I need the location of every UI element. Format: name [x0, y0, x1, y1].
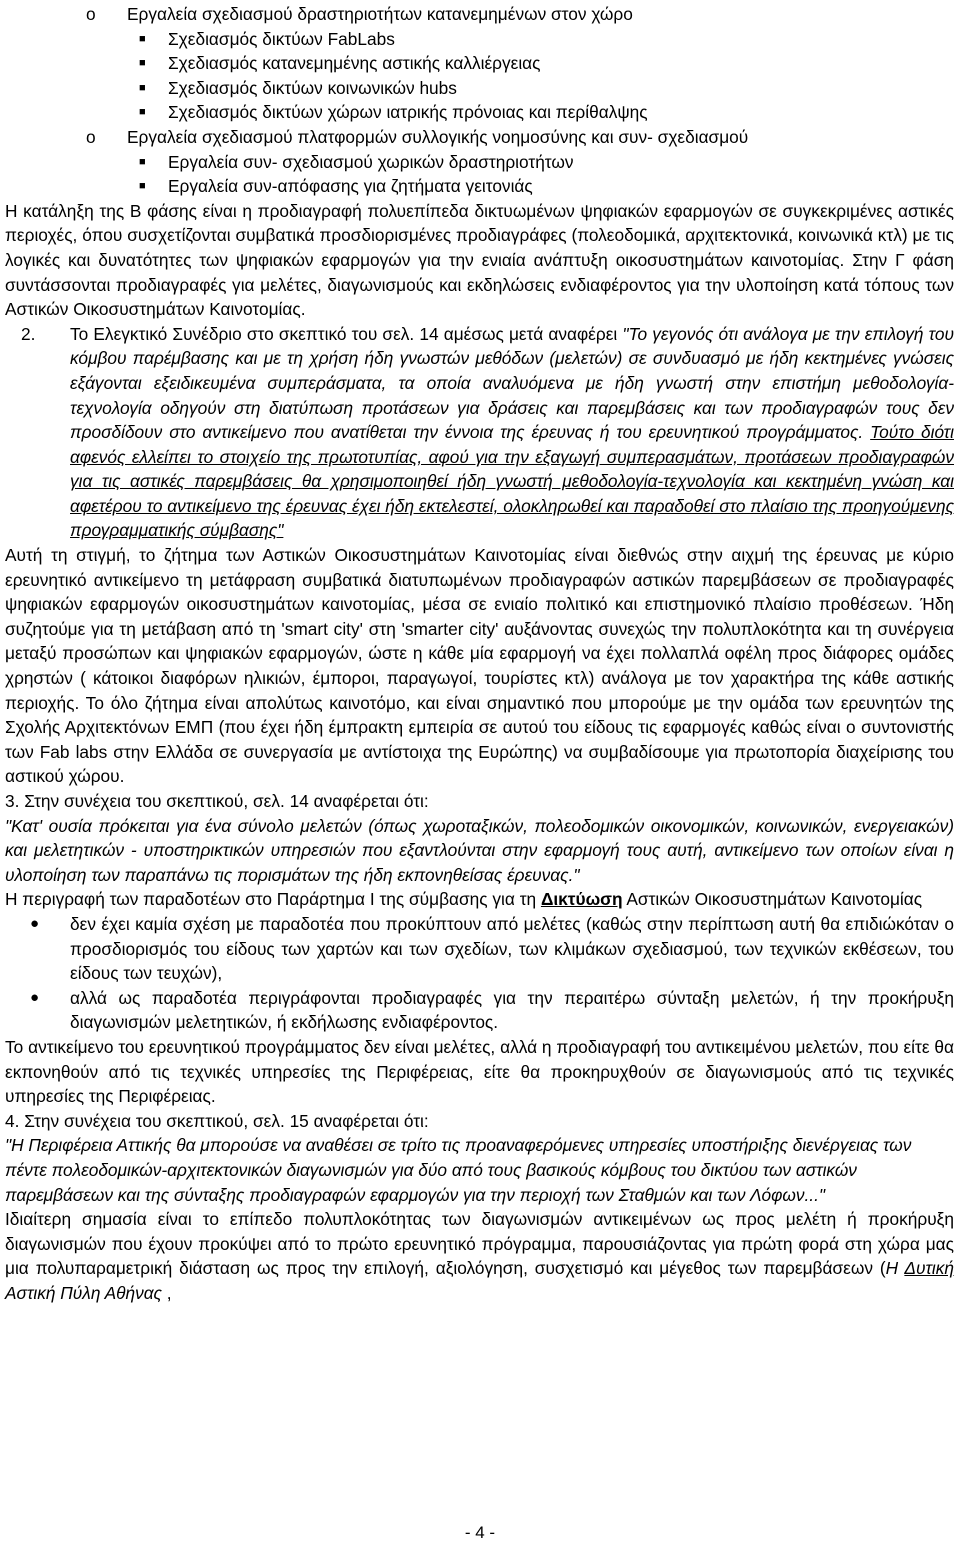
paragraph-description: Η περιγραφή των παραδοτέων στο Παράρτημα Ι της σύμβασης για τη Δικτύωση Αστικών Οικοσυστημάτων Καινοτομίας — [5, 889, 923, 910]
circle-bullet-icon: o — [86, 126, 96, 147]
list-item-level2: ■ Εργαλεία συν- σχεδιασμού χωρικών δραστηριοτήτων — [5, 150, 954, 175]
emphasis-underlined: Δυτική — [904, 1258, 955, 1279]
dot-bullet-icon: ● — [30, 914, 40, 932]
paragraph-object: Το αντικείμενο του ερευνητικού προγράμματος δεν είναι μελέτες, αλλά η προδιαγραφή του αντικειμένου μελετών, που είτε θα εκπονηθούν από τις τεχνικές υπηρεσίες της Περιφέρειας, είτε θα προκηρυχθούν σε διαγωνισμούς από τις τεχνικές υπηρεσίες της Περιφέρειας. — [5, 1036, 954, 1107]
quote-underlined: Τούτο διότι αφενός ελλείπει το στοιχείο της πρωτοτυπίας, αφού για την εξαγωγή συμπερασμάτων, προτάσεων προδιαγραφών για τις αστικές παρεμβάσεις θα χρησιμοποιηθεί ήδη γνωστή μεθοδολογία-τεχνολογία και κεκτημένη γνώση και αφετέρου το αντικείμενο της έρευνας έχει ήδη εκτελεστεί, ολοκληρωθεί και παραδοθεί στο πλαίσιο της προηγούμενης προγραμματικής σύμβασης" — [70, 422, 954, 541]
numbered-item-2: 2. Το Ελεγκτικό Συνέδριο στο σκεπτικό του σελ. 14 αμέσως μετά αναφέρει "Το γεγονός ότι ανάλογα με την επιλογή του κόμβου παρέμβασης και με τη χρήση ήδη γνωστών μεθόδων (μελετών) σε συνδυασμό με ήδη κεκτημένες γνώσεις εξάγονται εξειδικευμένα συμπεράσματα, τα οποία αναλυόμενα με ήδη γνωστή στην επιστήμη μεθοδολογία-τεχνολογία οδηγούν στη διατύπωση προτάσεων για δράσεις και παρεμβάσεις και των προδιαγραφών τους δεν προσδίδουν στο αντικείμενο που ανατίθεται την έννοια της έρευνας ή του ερευνητικού προγράμματος. Τούτο διότι αφενός ελλείπει το στοιχείο της πρωτοτυπίας, αφού για την εξαγωγή συμπερασμάτων, προτάσεων προδιαγραφών για τις αστικές παρεμβάσεις θα χρησιμοποιηθεί ήδη γνωστή μεθοδολογία-τεχνολογία και κεκτημένη γνώση και αφετέρου το αντικείμενο της έρευνας έχει ήδη εκτελεστεί, ολοκληρωθεί και παραδοθεί στο πλαίσιο της προηγούμενης προγραμματικής σύμβασης" — [21, 323, 954, 541]
emphasis-underlined: Δικτύωση — [540, 889, 623, 910]
paragraph-now: Αυτή τη στιγμή, το ζήτημα των Αστικών Οικοσυστημάτων Καινοτομίας είναι διεθνώς στην αιχμή της έρευνας με κύριο ερευνητικό αντικείμενο τη μετάφραση συμβατικά διατυπωμένων προδιαγραφών αστικών παρεμβάσεων σε προδιαγραφές ψηφιακών εφαρμογών οικοσυστημάτων καινοτομίας, μέσα σε ενιαίο πολιτικό και επιστημονικό πλαίσιο προθέσεων. Ήδη συζητούμε για τη μετάβαση από τη 'smart city' στη 'smarter city' αυξάνοντας συνεχώς την πολυπλοκότητα και τη συνέργεια μεταξύ προσώπων και ψηφιακών εφαρμογών, ώστε η κάθε μία εφαρμογή να έχει πολλαπλά οφέλη προς διάφορες ομάδες χρηστών ( κάτοικοι διαφόρων ηλικιών, έμποροι, παραγωγοί, τουρίστες κτλ) ανάλογα με τον χαρακτήρα της κάθε αστικής περιοχής. Το όλο ζήτημα είναι απολύτως καινοτόμο, και είναι σημαντικό που μπορούμε με την ομάδα των ερευνητών της Σχολής Αρχιτεκτόνων ΕΜΠ (που έχει ήδη έμπρακτη εμπειρία σε αυτού του είδους τις εφαρμογές καθώς είναι ο συντονιστής των Fab labs στην Ελλάδα σε συνεργασία με αντίστοιχα της Ευρώπης) να συμβαδίσουμε για πρωτοπορία διαχείρισης του αστικού χώρου. — [5, 545, 954, 787]
page-number: - 4 - — [464, 1523, 496, 1542]
circle-bullet-icon: o — [86, 4, 96, 24]
square-bullet-icon: ■ — [139, 155, 146, 168]
item3-heading: 3. Στην συνέχεια του σκεπτικού, σελ. 14 αναφέρεται ότι: — [5, 791, 429, 811]
list-item-level1: o Εργαλεία σχεδιασμού δραστηριοτήτων κατανεμημένων στον χώρο — [5, 2, 954, 27]
item4-quote: "Η Περιφέρεια Αττικής θα μπορούσε να αναθέσει σε τρίτο τις προαναφερόμενες υπηρεσίες υποστήριξης διενέργειας των πέντε πολεοδομικών-αρχιτεκτονικών διαγωνισμών για δύο από τους βασικούς κόμβους του δικτύου των αστικών παρεμβάσεων και της σύνταξης προδιαγραφών εφαρμογών για την περιοχή των Σταθμών και των Λόφων..." — [5, 1135, 912, 1205]
item3-quote: "Κατ' ουσία πρόκειται για ένα σύνολο μελετών (όπως χωροταξικών, πολεοδομικών οικονομικών, κοινωνικών, ενεργειακών) και μελετητικών - υποστηρικτικών υπηρεσιών που εξαντλούνται στην εφαρμογή τους αυτή, αντικείμενο των οποίων είναι η υλοποίηση των παραπάνω τις πορισμάτων της ήδη εκπονηθείσας έρευνας." — [5, 815, 954, 885]
bullet-item: ● αλλά ως παραδοτέα περιγράφονται προδιαγραφές για την περαιτέρω σύνταξη μελετών, ή την προκήρυξη διαγωνισμών μελετητικών, ή εκδήλωσης ενδιαφέροντος. — [30, 987, 954, 1033]
square-bullet-icon: ■ — [139, 32, 146, 45]
square-bullet-icon: ■ — [139, 180, 146, 193]
square-bullet-icon: ■ — [139, 106, 146, 119]
paragraph-phase: Η κατάληξη της Β φάσης είναι η προδιαγραφή πολυεπίπεδα δικτυωμένων ψηφιακών εφαρμογών σε συγκεκριμένες αστικές περιοχές, όπου συσχετίζονται συμβατικά προσδιορισμένες προδιαγράφες (πολεοδομικά, αρχιτεκτονικά, κοινωνικά κτλ) με τις λογικές και δυνατότητες των ψηφιακών εφαρμογών για την ενιαία ανάπτυξη οικοσυστημάτων καινοτομίας. Στην Γ φάση συντάσσονται προδιαγραφές για μελέτες, διαγωνισμούς και εκδηλώσεις ενδιαφέροντος για την υλοποίηση κατά τόπους των Αστικών Οικοσυστημάτων Καινοτομίας. — [5, 200, 954, 320]
item4-heading: 4. Στην συνέχεια του σκεπτικού, σελ. 15 αναφέρεται ότι: — [5, 1110, 429, 1131]
list-item-level2: ■ Σχεδιασμός δικτύων FabLabs — [5, 27, 954, 52]
square-bullet-icon: ■ — [139, 57, 146, 70]
item-number: 2. — [21, 323, 36, 344]
dot-bullet-icon: ● — [30, 988, 40, 1006]
list-item-level2: ■ Σχεδιασμός δικτύων κοινωνικών hubs — [5, 76, 954, 101]
list-item-level2: ■ Σχεδιασμός κατανεμημένης αστικής καλλιέργειας — [5, 51, 954, 76]
list-item-level2: ■ Εργαλεία συν-απόφασης για ζητήματα γειτονιάς — [5, 174, 954, 199]
quote-text: "Το γεγονός ότι ανάλογα με την επιλογή του κόμβου παρέμβασης και με τη χρήση ήδη γνωστών μεθόδων (μελετών) σε συνδυασμό με ήδη κεκτημένες γνώσεις εξάγονται εξειδικευμένα συμπεράσματα, τα οποία αναλυόμενα με ήδη γνωστή στην επιστήμη μεθοδολογία-τεχνολογία οδηγούν στη διατύπωση προτάσεων για δράσεις και παρεμβάσεις και των προδιαγραφών τους δεν προσδίδουν στο αντικείμενο που ανατίθεται την έννοια της έρευνας ή του ερευνητικού προγράμματος. — [70, 323, 954, 443]
bullet-item: ● δεν έχει καμία σχέση με παραδοτέα που προκύπτουν από μελέτες (καθώς στην περίπτωση αυτή θα επιδιώκόταν ο προσδιορισμός του είδους των χαρτών και των σχεδίων, των κλιμάκων σχεδιασμού, των τεχνικών εκθέσεων, του είδους των τευχών), — [30, 913, 954, 984]
square-bullet-icon: ■ — [139, 81, 146, 94]
list-item-level2: ■ Σχεδιασμός δικτύων χώρων ιατρικής πρόνοιας και περίθαλψης — [5, 100, 954, 125]
paragraph-final: Ιδιαίτερη σημασία είναι το επίπεδο πολυπλοκότητας των διαγωνισμών αντικειμένων ως προς μελέτη ή προκήρυξη διαγωνισμών που έχουν προκύψει από το πρώτο ερευνητικό πρόγραμμα, παρουσιάζοντας για πρώτη φορά στη χώρα μας μια πολυπαραμετρική διάσταση ως προς την επιλογή, αξιολόγηση, συσχετισμό και μέγεθος των παρεμβάσεων (Η Δυτική Αστική Πύλη Αθήνας , — [5, 1209, 955, 1303]
list-item-level1: o Εργαλεία σχεδιασμού πλατφορμών συλλογικής νοημοσύνης και συν- σχεδιασμού — [5, 125, 954, 150]
